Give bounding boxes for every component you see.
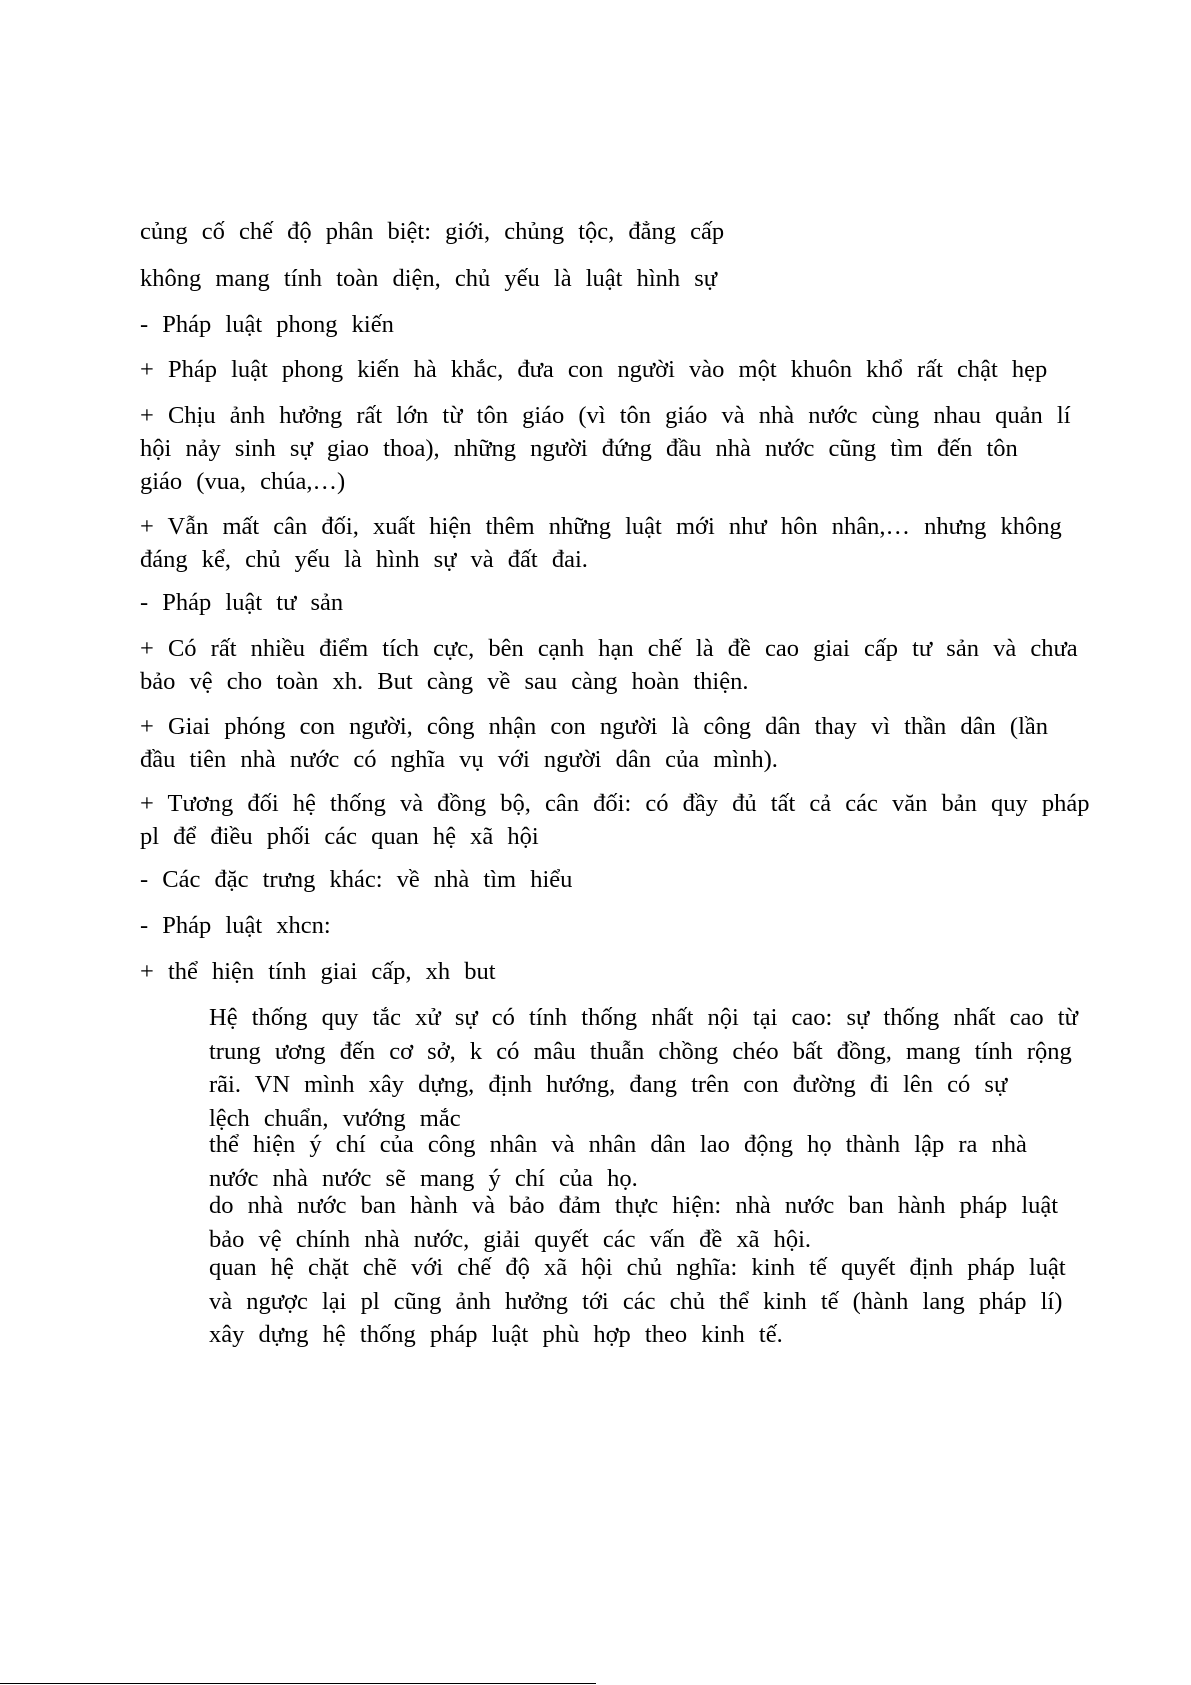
text-run: Hệ thống quy tắc xử sự có tính thống nhất nội tại cao: sự thống nhất cao từ: [209, 1004, 1078, 1031]
sub-item-text: [209, 1189, 1175, 1256]
paragraph-line: [140, 787, 1090, 820]
line-text: - Pháp luật phong kiến: [140, 311, 394, 338]
sub-item-1: [175, 1001, 1175, 1135]
line-text: hội: [140, 435, 172, 462]
paragraph-line: [140, 955, 496, 988]
line-text: giáo (vua, chúa,…): [140, 468, 346, 495]
line-text: + Chịu ảnh hưởng rất lớn từ tôn giáo (vì tôn giáo và nhà nước cùng nhau quản lí: [140, 402, 1071, 429]
text-run: và ngược lại pl cũng ảnh hưởng tới các chủ thể kinh tế (hành lang pháp lí): [209, 1287, 1063, 1315]
line-text: đầu tiên nhà nước có nghĩa vụ với người dân của mình).: [140, 746, 778, 773]
line-text: - Các đặc trưng khác: về nhà tìm hiểu: [140, 866, 573, 893]
sub-item-text: [209, 1001, 1175, 1135]
text-run: họ thành lập ra nhà: [807, 1131, 1027, 1158]
text-run: do nhà nước ban hành và bảo đảm thực hiện: nhà nước ban hành pháp luật: [209, 1192, 1059, 1219]
sub-item-2: [175, 1128, 1175, 1195]
line-text: + Vẫn mất cân đối, xuất hiện thêm những luật mới như hôn nhân,… nhưng không: [140, 513, 1062, 540]
text-run: nhà nước sẽ mang ý chí của họ.: [272, 1164, 638, 1192]
footer-divider: [0, 1683, 596, 1684]
line-text: củng cố chế độ phân biệt: giới, chủng tộc, đẳng cấp: [140, 218, 725, 245]
line-text: + Pháp luật phong kiến hà khắc, đưa con người vào một khuôn khổ rất chật hẹp: [140, 356, 1048, 383]
bullet-line-1: [140, 215, 724, 249]
paragraph-line: [140, 432, 1018, 466]
heading-phong-kien: [140, 308, 394, 341]
line-text: pl để điều phối các quan hệ xã hội: [140, 823, 539, 850]
paragraph-line: [140, 820, 539, 853]
heading-dac-trung: [140, 863, 572, 896]
line-text: + Tương đối hệ thống và đồng bộ, cân đối: có đầy đủ tất cả các văn bản quy pháp: [140, 790, 1090, 817]
sub-item-text: [209, 1128, 1175, 1195]
bullet-line-2: [140, 262, 717, 296]
line-text: + Có rất nhiều điểm tích cực, bên cạnh hạn chế là đề cao giai cấp tư sản và chưa: [140, 635, 1078, 662]
sub-item-text: [209, 1251, 1175, 1352]
paragraph-line: [140, 399, 1071, 432]
line-text: + thể hiện tính giai cấp, xh but: [140, 958, 496, 985]
line-text: bảo vệ cho toàn xh. But càng về sau càng hoàn thiện.: [140, 668, 749, 695]
text-run: thể hiện ý chí của công nhân và nhân dân lao động: [209, 1131, 793, 1158]
paragraph-line: [140, 710, 1048, 743]
sub-item-4: [175, 1251, 1175, 1352]
sub-item-3: [175, 1189, 1175, 1256]
heading-xhcn: [140, 909, 331, 942]
text-run: lệch chuẩn, vướng mắc: [209, 1104, 461, 1132]
paragraph-line: [140, 510, 1062, 543]
text-run: quan hệ chặt chẽ với chế độ xã hội chủ nghĩa: kinh tế quyết định pháp luật: [209, 1254, 1066, 1281]
paragraph-line: [140, 465, 345, 498]
line-text: - Pháp luật tư sản: [140, 589, 344, 616]
text-run: bảo vệ chính nhà nước, giải quyết các vấn đề xã hội.: [209, 1225, 812, 1253]
line-text: đáng kể, chủ yếu là hình sự và đất đai.: [140, 546, 588, 573]
line-text: nảy sinh sự giao thoa), những người đứng đầu nhà nước cũng tìm đến tôn: [185, 435, 1018, 462]
text-run: xây dựng hệ thống pháp luật phù hợp theo kinh tế.: [209, 1321, 783, 1348]
paragraph-line: [140, 665, 748, 698]
paragraph-line: [140, 353, 1047, 386]
line-text: không mang tính toàn diện, chủ yếu là luật hình sự: [140, 265, 718, 292]
paragraph-line: [140, 543, 588, 576]
text-run: rãi. VN mình xây dựng, định hướng, đang trên con đường đi lên: [209, 1071, 934, 1098]
paragraph-line: [140, 743, 778, 776]
line-text: + Giai phóng con người, công nhận con người là công dân thay vì thần dân (lần: [140, 713, 1049, 740]
text-run: có sự: [947, 1071, 1008, 1098]
paragraph-line: [140, 632, 1078, 665]
heading-tu-san: [140, 586, 343, 619]
line-text: - Pháp luật xhcn:: [140, 912, 331, 939]
text-run: trung ương đến cơ sở, k có mâu thuẫn chồng chéo bất đồng, mang tính rộng: [209, 1037, 1072, 1065]
text-run: nước: [209, 1164, 259, 1192]
